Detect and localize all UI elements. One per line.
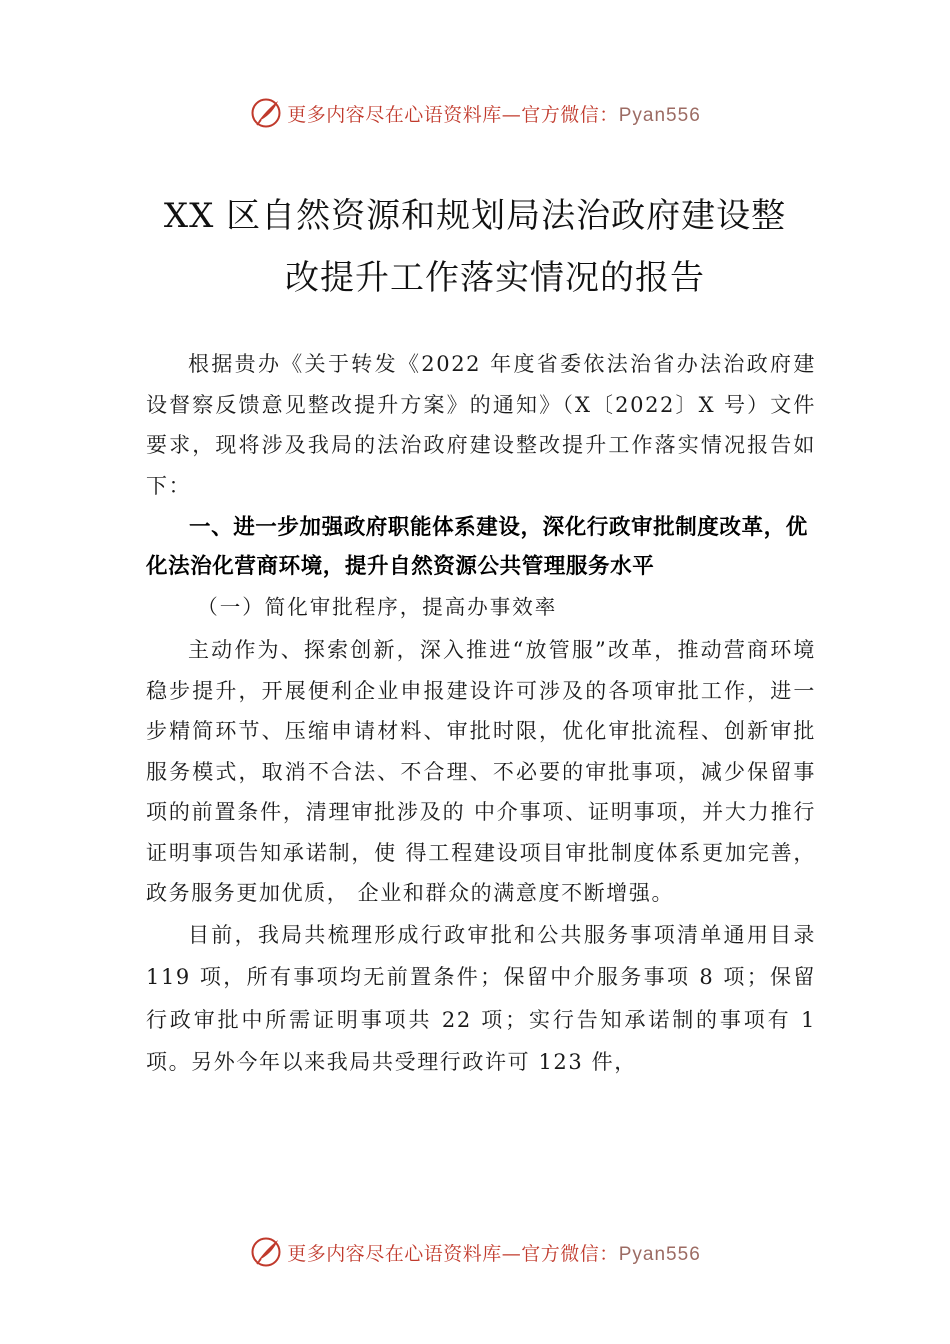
wechat-id: Pyan556 <box>618 104 701 126</box>
quill-pen-icon <box>249 1235 283 1269</box>
document-title-line1: XX 区自然资源和规划局法治政府建设整 <box>163 196 787 236</box>
watermark-banner-top <box>0 93 950 133</box>
body-paragraph: 主动作为、探索创新，深入推进“放管服”改革，推动营商环境稳步提升，开展便利企业申报建设许可涉及的各项审批工作，进一步精简环节、压缩申请材料、审批时限，优化审批流程、创新审批服务模式，取消不合法、不合理、不必要的审批事项，减少保留事项的前置条件，清理审批涉及的 中介事项、证明事项，并大力推行证明事项告知承诺制，使 得工程建设项目审批制度体系更加完善，政务服务更加优质， 企业和群众的满意度不断增强。 <box>146 638 816 905</box>
quill-pen-icon <box>249 96 283 130</box>
document-title-line2: 改提升工作落实情况的报告 <box>285 258 705 298</box>
intro-paragraph: 根据贵办《关于转发《2022 年度省委依法治省办法治政府建设督察反馈意见整改提升方案》的通知》（X〔2022〕X 号）文件要求，现将涉及我局的法治政府建设整改提升工作落实情况报告如下： <box>146 352 816 498</box>
document-body <box>146 344 816 1084</box>
watermark-text: 更多内容尽在心语资料库—官方微信：Pyan556 <box>287 103 701 126</box>
wechat-id: Pyan556 <box>618 1243 701 1265</box>
section-heading: 一、进一步加强政府职能体系建设，深化行政审批制度改革，优化法治化营商环境，提升自然资源公共管理服务水平 <box>146 515 808 579</box>
body-paragraph-2: 目前，我局共梳理形成行政审批和公共服务事项清单通用目录 119 项，所有事项均无前置条件；保留中介服务事项 8 项；保留行政审批中所需证明事项共 22 项；实行告知承诺制的事项有 1 项。另外今年以来我局共受理行政许可 123 件， <box>146 922 816 1074</box>
watermark-banner-bottom <box>0 1232 950 1272</box>
subsection-heading: （一）简化审批程序，提高办事效率 <box>197 595 558 619</box>
watermark-text: 更多内容尽在心语资料库—官方微信：Pyan556 <box>287 1242 701 1265</box>
